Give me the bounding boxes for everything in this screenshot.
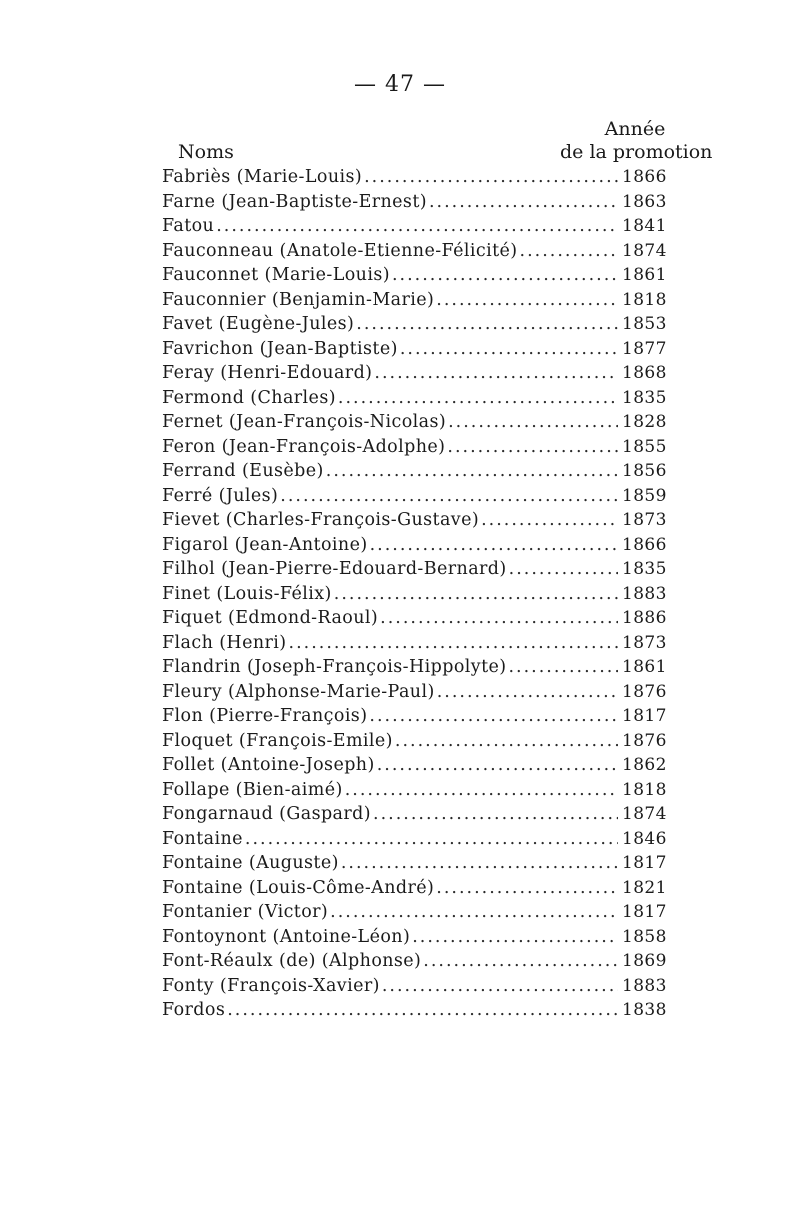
- dot-leader: [448, 412, 618, 432]
- entry-name: Figarol (Jean-Antoine): [162, 534, 368, 555]
- entry-name: Feron (Jean-François-Adolphe): [162, 436, 446, 457]
- list-item: [162, 1000, 682, 1025]
- entry-year: 1873: [622, 510, 667, 530]
- dot-leader: [330, 902, 618, 922]
- entry-year: 1818: [622, 779, 667, 800]
- entry-year: 1817: [622, 853, 667, 873]
- dot-leader: [370, 535, 618, 555]
- dot-leader: [400, 339, 618, 359]
- entry-name: Fontaine (Louis-Côme-André): [162, 877, 435, 898]
- dot-leader: [369, 706, 618, 726]
- entry-year: 1855: [622, 436, 667, 457]
- entry-name: Ferrand (Eusèbe): [162, 461, 324, 481]
- entry-name: Fordos: [162, 1000, 226, 1020]
- list-item: [162, 363, 682, 388]
- list-item: [162, 706, 682, 731]
- entry-name: Fernet (Jean-François-Nicolas): [162, 412, 447, 432]
- dot-leader: [334, 584, 618, 604]
- entry-year: 1858: [622, 926, 667, 947]
- entry-name: Fabriès (Marie-Louis): [162, 167, 363, 187]
- entry-year: 1883: [622, 975, 667, 996]
- list-item: [162, 241, 682, 266]
- entry-year: 1859: [622, 485, 667, 506]
- dot-leader: [392, 265, 618, 285]
- dot-leader: [436, 878, 618, 898]
- entry-year: 1869: [622, 951, 667, 971]
- list-item: [162, 437, 682, 462]
- entry-year: 1866: [622, 167, 667, 187]
- list-item: [162, 412, 682, 437]
- entry-year: 1876: [622, 730, 667, 751]
- entry-year: 1861: [622, 265, 667, 285]
- entry-year: 1883: [622, 583, 667, 604]
- entry-year: 1856: [622, 461, 667, 481]
- entry-name: Flon (Pierre-François): [162, 706, 368, 726]
- entry-year: 1835: [622, 559, 667, 579]
- entry-name: Fleury (Alphonse-Marie-Paul): [162, 681, 435, 702]
- entry-year: 1853: [622, 314, 667, 334]
- list-item: [162, 755, 682, 780]
- list-item: [162, 584, 682, 609]
- list-item: [162, 927, 682, 952]
- list-item: [162, 388, 682, 413]
- entry-name: Follet (Antoine-Joseph): [162, 755, 375, 775]
- dot-leader: [520, 241, 619, 261]
- entry-name: Fievet (Charles-François-Gustave): [162, 510, 480, 530]
- list-item: [162, 780, 682, 805]
- entry-year: 1818: [622, 289, 667, 310]
- entry-name: Fontanier (Victor): [162, 902, 329, 922]
- dot-leader: [245, 829, 618, 849]
- list-item: [162, 878, 682, 903]
- dot-leader: [508, 657, 618, 677]
- entry-year: 1866: [622, 534, 667, 555]
- list-item: [162, 167, 682, 192]
- list-item: [162, 461, 682, 486]
- dot-leader: [423, 951, 618, 971]
- page-number: — 47 —: [354, 72, 446, 97]
- dot-leader: [509, 559, 618, 579]
- dot-leader: [380, 608, 618, 628]
- entry-name: Finet (Louis-Félix): [162, 583, 332, 604]
- entry-year: 1828: [622, 412, 667, 432]
- entry-year: 1886: [622, 608, 667, 628]
- entry-name: Fauconnier (Benjamin-Marie): [162, 289, 435, 310]
- entry-year: 1873: [622, 632, 667, 653]
- year-column-heading-line2: de la promotion: [560, 141, 713, 163]
- list-item: [162, 657, 682, 682]
- entry-name: Favrichon (Jean-Baptiste): [162, 338, 398, 359]
- entry-year: 1821: [622, 877, 667, 898]
- list-item: [162, 216, 682, 241]
- entry-year: 1817: [622, 706, 667, 726]
- list-item: [162, 192, 682, 217]
- year-column-heading-line1: Année: [604, 118, 666, 140]
- list-item: [162, 902, 682, 927]
- dot-leader: [436, 290, 618, 310]
- entry-name: Fauconneau (Anatole-Etienne-Félicité): [162, 240, 518, 261]
- entry-name: Farne (Jean-Baptiste-Ernest): [162, 191, 427, 212]
- entry-year: 1868: [622, 363, 667, 383]
- entry-year: 1877: [622, 338, 667, 359]
- entry-year: 1863: [622, 191, 667, 212]
- list-item: [162, 339, 682, 364]
- entry-name: Fiquet (Edmond-Raoul): [162, 608, 379, 628]
- dot-leader: [338, 388, 618, 408]
- entry-name: Fermond (Charles): [162, 387, 336, 408]
- list-item: [162, 682, 682, 707]
- list-item: [162, 731, 682, 756]
- entry-name: Fongarnaud (Gaspard): [162, 804, 371, 824]
- dot-leader: [326, 461, 618, 481]
- entry-year: 1876: [622, 681, 667, 702]
- dot-leader: [364, 167, 618, 187]
- list-item: [162, 976, 682, 1001]
- entry-year: 1846: [622, 828, 667, 849]
- list-item: [162, 608, 682, 633]
- entry-year: 1874: [622, 240, 667, 261]
- dot-leader: [356, 314, 618, 334]
- list-item: [162, 633, 682, 658]
- entry-name: Fauconnet (Marie-Louis): [162, 265, 390, 285]
- list-item: [162, 486, 682, 511]
- entry-year: 1835: [622, 387, 667, 408]
- entry-name: Flach (Henri): [162, 632, 287, 653]
- list-item: [162, 829, 682, 854]
- dot-leader: [377, 755, 618, 775]
- list-item: [162, 559, 682, 584]
- entry-name: Feray (Henri-Edouard): [162, 363, 373, 383]
- dot-leader: [374, 363, 618, 383]
- dot-leader: [429, 192, 618, 212]
- entry-name: Favet (Eugène-Jules): [162, 314, 355, 334]
- dot-leader: [345, 780, 618, 800]
- names-column-heading: Noms: [178, 141, 234, 163]
- entry-name: Fonty (François-Xavier): [162, 975, 380, 996]
- dot-leader: [412, 927, 618, 947]
- dot-leader: [382, 976, 618, 996]
- list-item: [162, 510, 682, 535]
- entry-name: Flandrin (Joseph-François-Hippolyte): [162, 657, 507, 677]
- dot-leader: [289, 633, 618, 653]
- list-item: [162, 265, 682, 290]
- dot-leader: [373, 804, 618, 824]
- list-item: [162, 314, 682, 339]
- entry-name: Fontaine (Auguste): [162, 853, 339, 873]
- entry-year: 1874: [622, 804, 667, 824]
- dot-leader: [216, 216, 618, 236]
- dot-leader: [280, 486, 618, 506]
- dot-leader: [395, 731, 618, 751]
- list-item: [162, 804, 682, 829]
- entry-name: Follape (Bien-aimé): [162, 779, 343, 800]
- dot-leader: [341, 853, 618, 873]
- dot-leader: [437, 682, 618, 702]
- entry-year: 1817: [622, 902, 667, 922]
- entry-year: 1841: [622, 216, 667, 236]
- dot-leader: [447, 437, 618, 457]
- list-item: [162, 853, 682, 878]
- list-item: [162, 290, 682, 315]
- entry-year: 1861: [622, 657, 667, 677]
- entry-year: 1862: [622, 755, 667, 775]
- entry-name: Fontaine: [162, 828, 243, 849]
- entries-list: [162, 167, 682, 1025]
- entry-name: Fatou: [162, 216, 215, 236]
- entry-name: Floquet (François-Emile): [162, 730, 393, 751]
- entry-name: Fontoynont (Antoine-Léon): [162, 926, 411, 947]
- dot-leader: [227, 1000, 618, 1020]
- entry-name: Ferré (Jules): [162, 485, 279, 506]
- list-item: [162, 535, 682, 560]
- dot-leader: [481, 510, 618, 530]
- entry-name: Filhol (Jean-Pierre-Edouard-Bernard): [162, 559, 507, 579]
- list-item: [162, 951, 682, 976]
- entry-year: 1838: [622, 1000, 667, 1020]
- entry-name: Font-Réaulx (de) (Alphonse): [162, 951, 422, 971]
